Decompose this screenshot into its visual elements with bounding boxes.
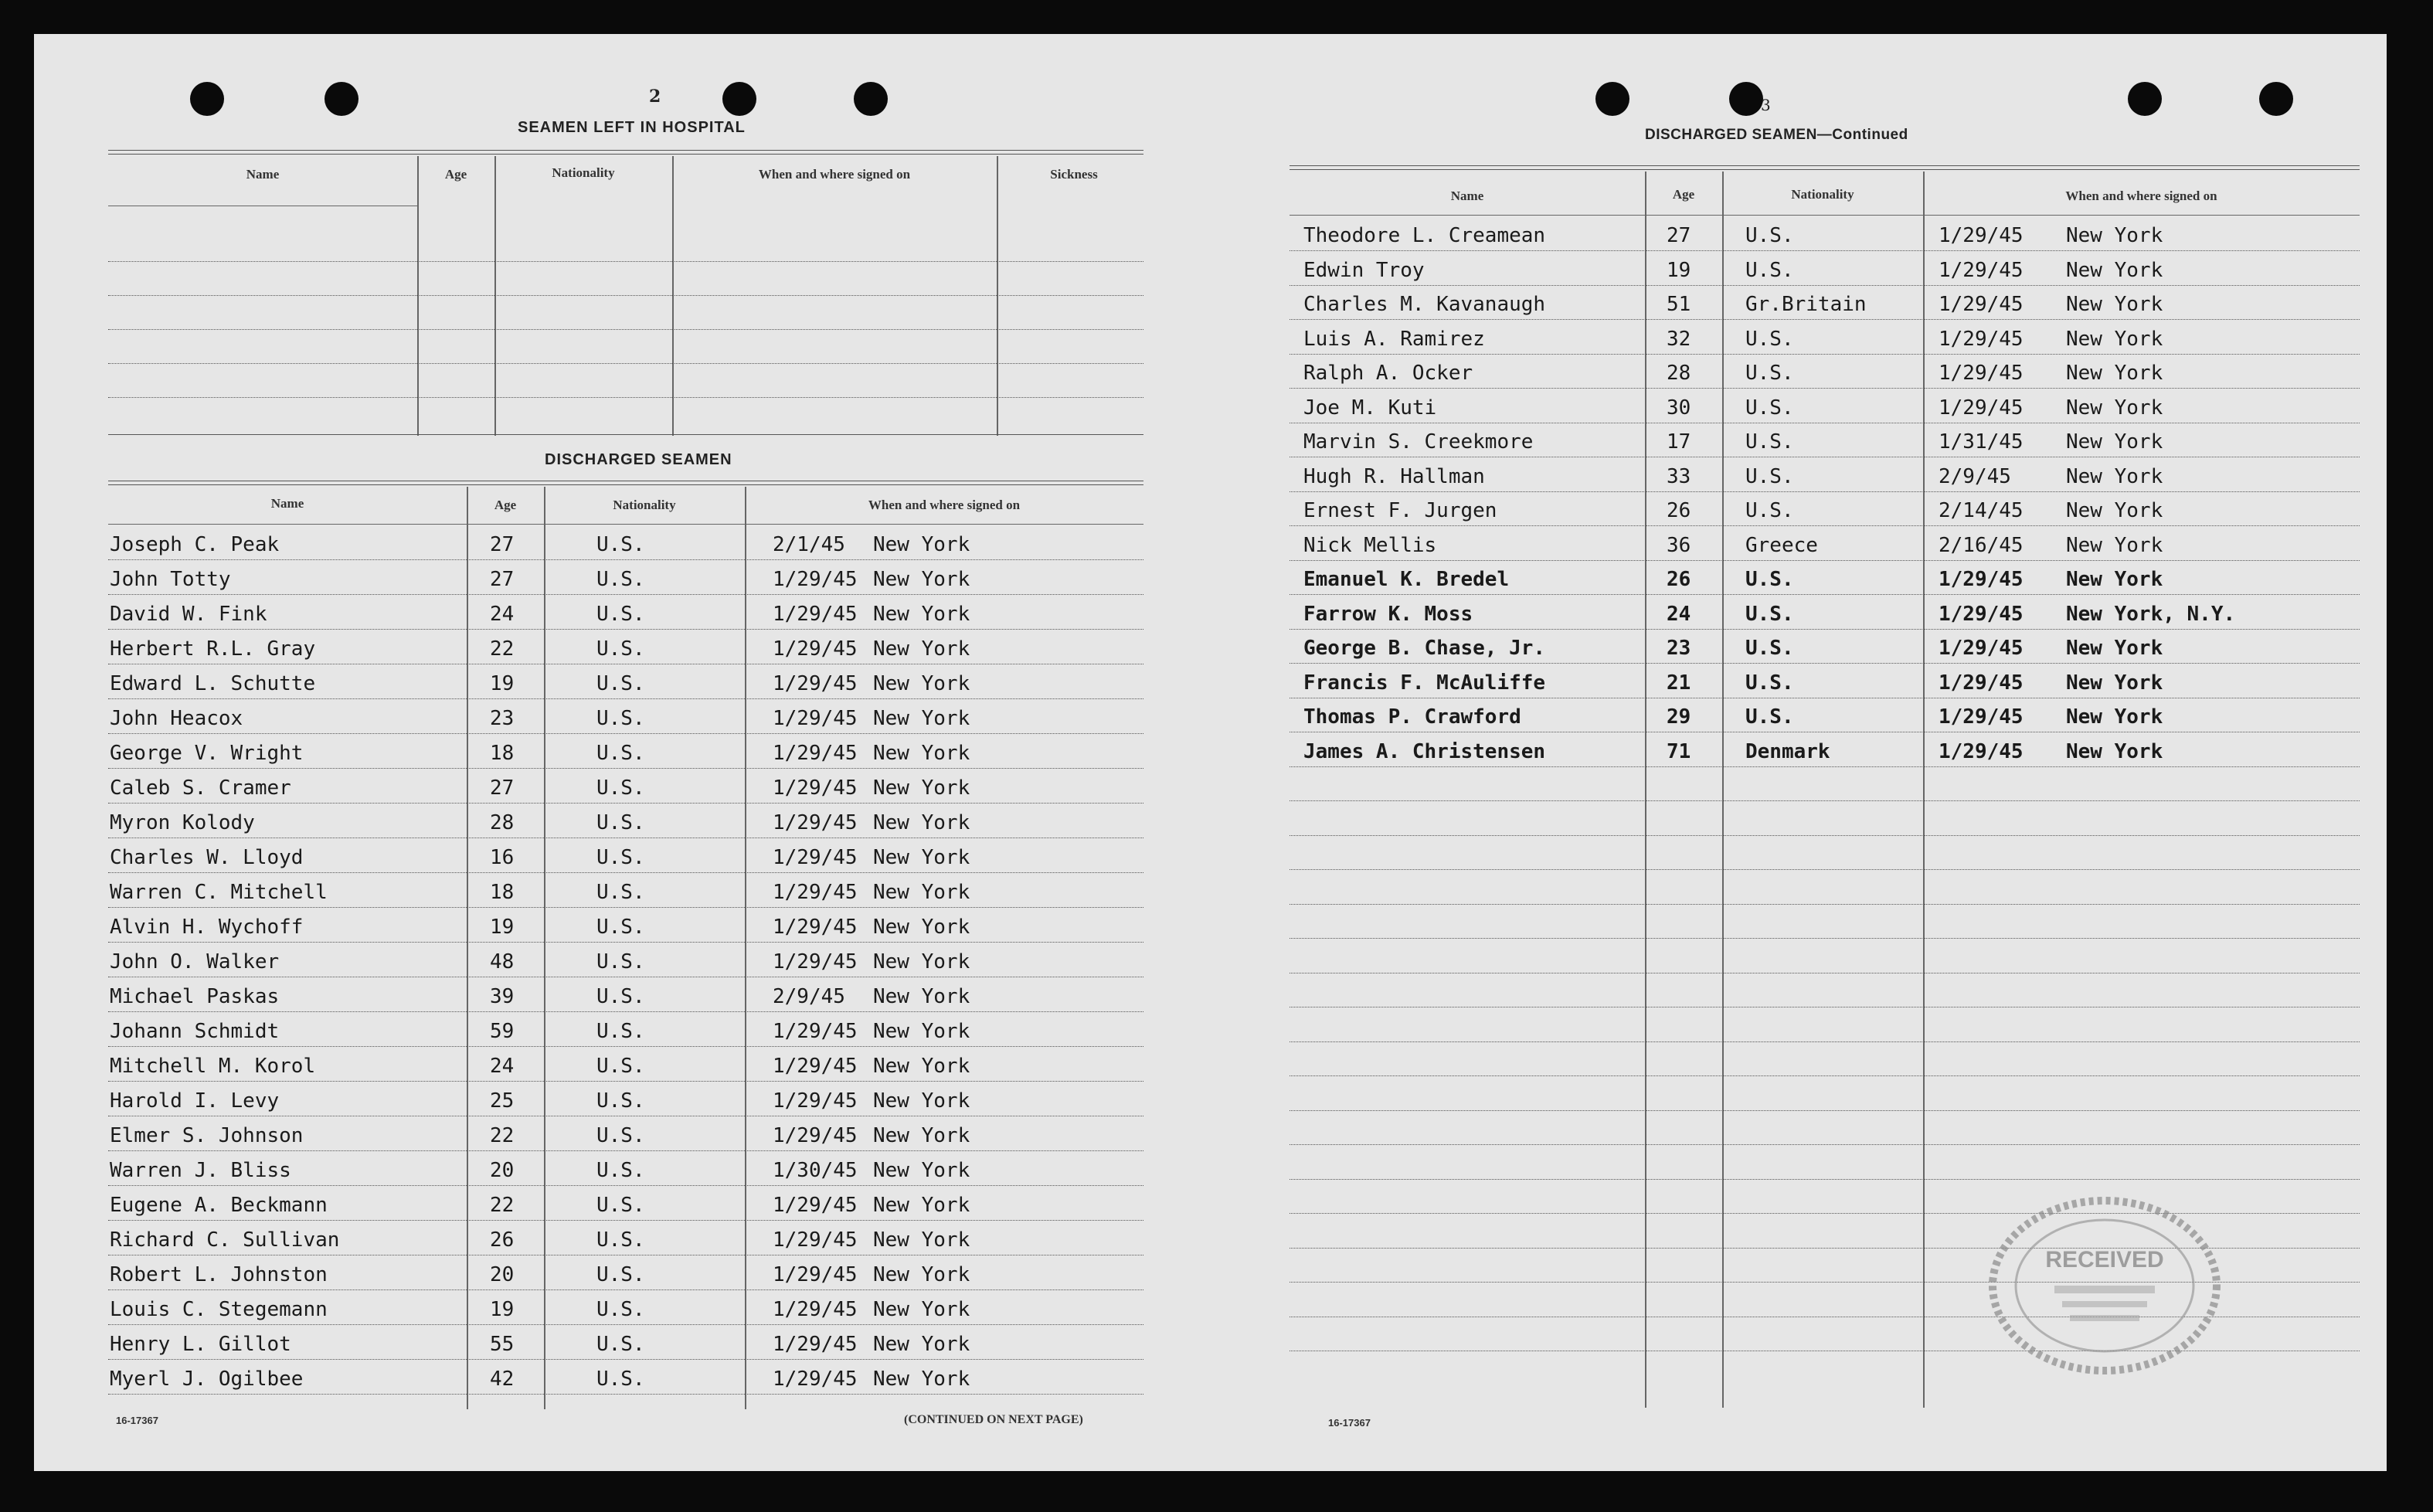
table-row [1290,664,2360,698]
signed-on-date: 1/29/45 [1939,602,2024,626]
seaman-nationality: U.S. [596,1194,645,1217]
seaman-nationality: U.S. [596,985,645,1008]
header-rule [108,524,1143,525]
page-number: 2 [649,87,661,107]
signed-on-date: 1/29/45 [773,1368,858,1391]
seaman-age: 27 [490,568,515,591]
signed-on-date: 1/29/45 [773,881,858,904]
seaman-nationality: U.S. [596,916,645,939]
signed-on-place: New York [873,1298,970,1321]
seaman-age: 33 [1667,464,1691,488]
table-row [108,1116,1143,1151]
signed-on-date: 1/29/45 [773,1020,858,1043]
signed-on-place: New York [2066,293,2163,316]
form-number: 16-17367 [116,1415,158,1426]
signed-on-date: 1/29/45 [773,776,858,800]
signed-on-date: 2/16/45 [1939,533,2024,557]
signed-on-place: New York [873,1263,970,1286]
seaman-nationality: U.S. [596,846,645,869]
signed-on-date: 1/29/45 [773,950,858,973]
signed-on-place: New York [873,637,970,661]
seaman-age: 26 [490,1228,515,1252]
seaman-nationality: U.S. [1745,430,1794,454]
seaman-nationality: U.S. [1745,258,1794,282]
table-row [108,1151,1143,1186]
signed-on-place: New York [2066,671,2163,695]
signed-on-date: 1/29/45 [1939,637,2024,660]
seaman-name: John Heacox [110,707,243,730]
seaman-nationality: U.S. [596,533,645,556]
signed-on-date: 1/31/45 [1939,430,2024,454]
table-row [108,1325,1143,1360]
table-row [1290,560,2360,595]
seaman-name: Elmer S. Johnson [110,1124,304,1147]
hospital-header-signed-on: When and where signed on [758,167,911,182]
page-number: 3 [1761,96,1771,114]
signed-on-place: New York [873,985,970,1008]
seaman-age: 42 [490,1368,515,1391]
seaman-name: Theodore L. Creamean [1303,224,1546,247]
table-row [108,560,1143,595]
seaman-age: 24 [1667,602,1691,626]
table-row [108,1186,1143,1221]
seaman-age: 20 [490,1159,515,1182]
signed-on-date: 1/29/45 [1939,327,2024,351]
continued-header-name: Name [1450,189,1484,203]
seaman-name: Herbert R.L. Gray [110,637,316,661]
table-row [1290,629,2360,664]
seaman-age: 28 [1667,362,1691,385]
seaman-age: 26 [1667,568,1691,591]
seaman-age: 59 [490,1020,515,1043]
signed-on-date: 1/29/45 [773,707,858,730]
seaman-age: 51 [1667,293,1691,316]
seaman-age: 27 [1667,224,1691,247]
signed-on-date: 1/29/45 [1939,568,2024,591]
seaman-age: 24 [490,603,515,626]
seaman-name: David W. Fink [110,603,267,626]
seaman-nationality: U.S. [596,811,645,834]
table-row [108,1221,1143,1255]
seaman-nationality: U.S. [596,1159,645,1182]
signed-on-date: 1/29/45 [773,846,858,869]
seaman-name: Nick Mellis [1303,533,1437,557]
seaman-nationality: U.S. [596,1368,645,1391]
signed-on-place: New York [873,1020,970,1043]
seaman-nationality: U.S. [1745,396,1794,420]
hospital-table [108,150,1143,436]
seaman-age: 71 [1667,739,1691,763]
seaman-name: Charles W. Lloyd [110,846,304,869]
table-top-rule [108,481,1143,485]
table-row [108,977,1143,1012]
table-row [1290,251,2360,286]
table-row [108,1290,1143,1325]
signed-on-date: 1/30/45 [773,1159,858,1182]
signed-on-place: New York [873,881,970,904]
signed-on-place: New York [873,1228,970,1252]
table-row [108,873,1143,908]
seaman-nationality: U.S. [1745,224,1794,247]
signed-on-date: 2/1/45 [773,533,845,556]
seaman-nationality: U.S. [596,672,645,695]
continued-header-signed-on: When and where signed on [2065,189,2217,203]
signed-on-place: New York [873,811,970,834]
signed-on-date: 1/29/45 [773,811,858,834]
seaman-name: George B. Chase, Jr. [1303,637,1546,660]
seaman-age: 21 [1667,671,1691,695]
signed-on-place: New York [873,950,970,973]
table-row [108,943,1143,977]
seaman-age: 23 [1667,637,1691,660]
seaman-age: 23 [490,707,515,730]
seaman-name: Harold I. Levy [110,1089,280,1113]
signed-on-date: 1/29/45 [1939,224,2024,247]
hospital-header-sickness: Sickness [1050,167,1098,182]
seaman-nationality: U.S. [596,1263,645,1286]
seaman-age: 19 [490,672,515,695]
seaman-nationality: U.S. [1745,464,1794,488]
signed-on-place: New York, N.Y. [2066,602,2236,626]
signed-on-date: 1/29/45 [773,568,858,591]
seaman-age: 19 [1667,258,1691,282]
table-row [1290,595,2360,630]
seaman-name: Thomas P. Crawford [1303,705,1521,729]
signed-on-place: New York [2066,499,2163,522]
signed-on-date: 1/29/45 [773,1298,858,1321]
seaman-nationality: Denmark [1745,739,1830,763]
seaman-age: 17 [1667,430,1691,454]
signed-on-date: 1/29/45 [773,742,858,765]
continued-header-nationality: Nationality [1791,187,1854,202]
table-row [108,1047,1143,1082]
empty-row [1290,1007,2360,1042]
left-page [108,34,1174,1471]
signed-on-date: 1/29/45 [1939,362,2024,385]
table-row [108,734,1143,769]
seaman-name: Ralph A. Ocker [1303,362,1473,385]
seaman-age: 20 [490,1263,515,1286]
seaman-name: Ernest F. Jurgen [1303,499,1497,522]
table-row [1290,354,2360,389]
seaman-nationality: Greece [1745,533,1818,557]
signed-on-place: New York [2066,430,2163,454]
seaman-name: Eugene A. Beckmann [110,1194,328,1217]
signed-on-place: New York [2066,224,2163,247]
signed-on-place: New York [2066,705,2163,729]
seaman-nationality: U.S. [596,1124,645,1147]
seaman-name: Alvin H. Wychoff [110,916,304,939]
table-row [1290,320,2360,355]
empty-row [1290,870,2360,905]
discharged-continued-title: DISCHARGED SEAMEN—Continued [1645,127,1908,143]
signed-on-date: 1/29/45 [1939,739,2024,763]
continued-note: (CONTINUED ON NEXT PAGE) [904,1413,1083,1426]
signed-on-place: New York [873,1333,970,1356]
signed-on-date: 1/29/45 [773,603,858,626]
signed-on-date: 1/29/45 [773,1333,858,1356]
signed-on-place: New York [873,672,970,695]
signed-on-place: New York [2066,362,2163,385]
signed-on-date: 1/29/45 [1939,705,2024,729]
seaman-age: 24 [490,1055,515,1078]
signed-on-place: New York [873,568,970,591]
signed-on-place: New York [873,1124,970,1147]
seaman-nationality: U.S. [596,1298,645,1321]
seaman-name: Caleb S. Cramer [110,776,291,800]
hospital-empty-row [108,261,1143,296]
table-row [1290,491,2360,526]
discharged-section-title: DISCHARGED SEAMEN [545,451,732,468]
seaman-nationality: U.S. [1745,362,1794,385]
signed-on-place: New York [873,1194,970,1217]
signed-on-place: New York [2066,327,2163,351]
seaman-nationality: U.S. [596,603,645,626]
table-row [108,525,1143,560]
seaman-name: Robert L. Johnston [110,1263,328,1286]
seaman-age: 29 [1667,705,1691,729]
signed-on-date: 1/29/45 [773,1263,858,1286]
table-row [108,630,1143,664]
table-row [108,1012,1143,1047]
empty-row [1290,1041,2360,1076]
seaman-nationality: U.S. [596,1055,645,1078]
table-row [108,804,1143,838]
seaman-name: Warren J. Bliss [110,1159,291,1182]
empty-row [1290,1110,2360,1145]
seaman-age: 19 [490,1298,515,1321]
signed-on-place: New York [2066,568,2163,591]
seaman-nationality: U.S. [596,1333,645,1356]
discharged-header-age: Age [494,498,517,512]
seaman-nationality: U.S. [596,950,645,973]
seaman-nationality: U.S. [1745,671,1794,695]
seaman-name: Warren C. Mitchell [110,881,328,904]
signed-on-date: 1/29/45 [1939,396,2024,420]
signed-on-date: 1/29/45 [773,1089,858,1113]
seaman-age: 55 [490,1333,515,1356]
signed-on-date: 1/29/45 [1939,671,2024,695]
seaman-age: 36 [1667,533,1691,557]
seaman-age: 26 [1667,499,1691,522]
seaman-nationality: U.S. [596,1089,645,1113]
signed-on-place: New York [2066,464,2163,488]
signed-on-date: 1/29/45 [773,1124,858,1147]
table-row [1290,285,2360,320]
discharged-table [108,481,1143,1439]
table-row [1290,216,2360,251]
table-row [1290,526,2360,561]
signed-on-place: New York [873,603,970,626]
stamp-label: RECEIVED [2045,1247,2164,1272]
hospital-empty-row [108,329,1143,364]
seaman-name: Emanuel K. Bredel [1303,568,1510,591]
form-number: 16-17367 [1328,1417,1371,1429]
seaman-name: Edward L. Schutte [110,672,316,695]
signed-on-place: New York [873,1089,970,1113]
signed-on-place: New York [873,1368,970,1391]
seaman-age: 48 [490,950,515,973]
signed-on-place: New York [873,776,970,800]
signed-on-place: New York [873,846,970,869]
signed-on-date: 1/29/45 [773,1228,858,1252]
hospital-empty-row [108,363,1143,398]
table-row [1290,457,2360,492]
seaman-age: 39 [490,985,515,1008]
seaman-nationality: U.S. [1745,568,1794,591]
table-row [108,664,1143,699]
seaman-age: 22 [490,1194,515,1217]
seaman-name: Henry L. Gillot [110,1333,291,1356]
table-row [1290,698,2360,732]
seaman-name: Farrow K. Moss [1303,602,1473,626]
seaman-name: Francis F. McAuliffe [1303,671,1546,695]
hospital-header-name: Name [246,167,280,182]
seaman-name: Luis A. Ramirez [1303,327,1485,351]
seaman-age: 27 [490,533,515,556]
seaman-nationality: U.S. [596,1228,645,1252]
seaman-name: Charles M. Kavanaugh [1303,293,1546,316]
seaman-nationality: U.S. [1745,499,1794,522]
seaman-nationality: U.S. [596,1020,645,1043]
seaman-nationality: U.S. [596,568,645,591]
discharged-header-nationality: Nationality [613,498,676,512]
signed-on-date: 1/29/45 [773,672,858,695]
seaman-nationality: U.S. [596,742,645,765]
seaman-age: 22 [490,637,515,661]
hospital-empty-row [108,295,1143,330]
table-row [1290,423,2360,457]
signed-on-date: 1/29/45 [773,1055,858,1078]
signed-on-place: New York [873,742,970,765]
signed-on-place: New York [873,533,970,556]
seaman-nationality: U.S. [1745,327,1794,351]
table-row [108,1082,1143,1116]
signed-on-date: 1/29/45 [773,637,858,661]
seaman-name: George V. Wright [110,742,304,765]
table-row [108,595,1143,630]
seaman-nationality: U.S. [1745,637,1794,660]
header-rule [1290,215,2360,216]
discharged-header-signed-on: When and where signed on [868,498,1021,512]
seaman-age: 16 [490,846,515,869]
hospital-bottom-rule [108,397,1143,435]
signed-on-date: 2/14/45 [1939,499,2024,522]
seaman-name: Marvin S. Creekmore [1303,430,1534,454]
continued-header-age: Age [1672,187,1695,202]
empty-row [1290,973,2360,1007]
seaman-name: Joe M. Kuti [1303,396,1437,420]
seaman-nationality: U.S. [596,881,645,904]
table-row [1290,732,2360,767]
table-row [1290,389,2360,423]
seaman-nationality: U.S. [596,776,645,800]
table-top-rule [108,150,1143,155]
seaman-age: 27 [490,776,515,800]
seaman-age: 22 [490,1124,515,1147]
seaman-name: Michael Paskas [110,985,280,1008]
seaman-name: Myerl J. Ogilbee [110,1368,304,1391]
seaman-name: Louis C. Stegemann [110,1298,328,1321]
seaman-nationality: U.S. [596,637,645,661]
seaman-nationality: U.S. [596,707,645,730]
empty-row [1290,904,2360,939]
empty-row [1290,1145,2360,1180]
signed-on-place: New York [2066,396,2163,420]
signed-on-place: New York [2066,739,2163,763]
seaman-name: Johann Schmidt [110,1020,280,1043]
table-row [108,838,1143,873]
discharged-header-name: Name [270,496,304,511]
signed-on-date: 2/9/45 [773,985,845,1008]
signed-on-place: New York [873,1159,970,1182]
seaman-name: James A. Christensen [1303,739,1546,763]
seaman-nationality: Gr.Britain [1745,293,1867,316]
seaman-age: 32 [1667,327,1691,351]
received-stamp [1981,1193,2228,1378]
seaman-name: Myron Kolody [110,811,255,834]
seaman-age: 19 [490,916,515,939]
seaman-age: 30 [1667,396,1691,420]
table-top-rule [1290,165,2360,170]
seaman-age: 18 [490,742,515,765]
seaman-nationality: U.S. [1745,705,1794,729]
empty-row [1290,1076,2360,1111]
seaman-age: 28 [490,811,515,834]
seaman-name: Edwin Troy [1303,258,1425,282]
seaman-name: Hugh R. Hallman [1303,464,1485,488]
seaman-name: John Totty [110,568,231,591]
seaman-name: John O. Walker [110,950,280,973]
seaman-age: 18 [490,881,515,904]
empty-row [1290,939,2360,973]
signed-on-date: 1/29/45 [1939,258,2024,282]
seaman-name: Richard C. Sullivan [110,1228,340,1252]
signed-on-place: New York [873,1055,970,1078]
signed-on-date: 1/29/45 [773,1194,858,1217]
empty-row [1290,835,2360,870]
hospital-section-title: SEAMEN LEFT IN HOSPITAL [518,119,746,136]
seaman-name: Joseph C. Peak [110,533,280,556]
signed-on-place: New York [873,707,970,730]
table-row [108,769,1143,804]
signed-on-place: New York [873,916,970,939]
ledger-sheet [34,34,2387,1471]
signed-on-place: New York [2066,258,2163,282]
signed-on-place: New York [2066,637,2163,660]
seaman-name: Mitchell M. Korol [110,1055,316,1078]
hospital-header-nationality: Nationality [552,165,615,180]
hospital-empty-row [108,227,1143,262]
signed-on-date: 1/29/45 [773,916,858,939]
table-row [108,908,1143,943]
table-row [108,1360,1143,1395]
table-row [108,699,1143,734]
hospital-header-age: Age [444,167,467,182]
signed-on-date: 2/9/45 [1939,464,2011,488]
seaman-nationality: U.S. [1745,602,1794,626]
signed-on-place: New York [2066,533,2163,557]
empty-row [1290,801,2360,836]
seaman-age: 25 [490,1089,515,1113]
empty-row [1290,766,2360,801]
signed-on-date: 1/29/45 [1939,293,2024,316]
table-row [108,1255,1143,1290]
